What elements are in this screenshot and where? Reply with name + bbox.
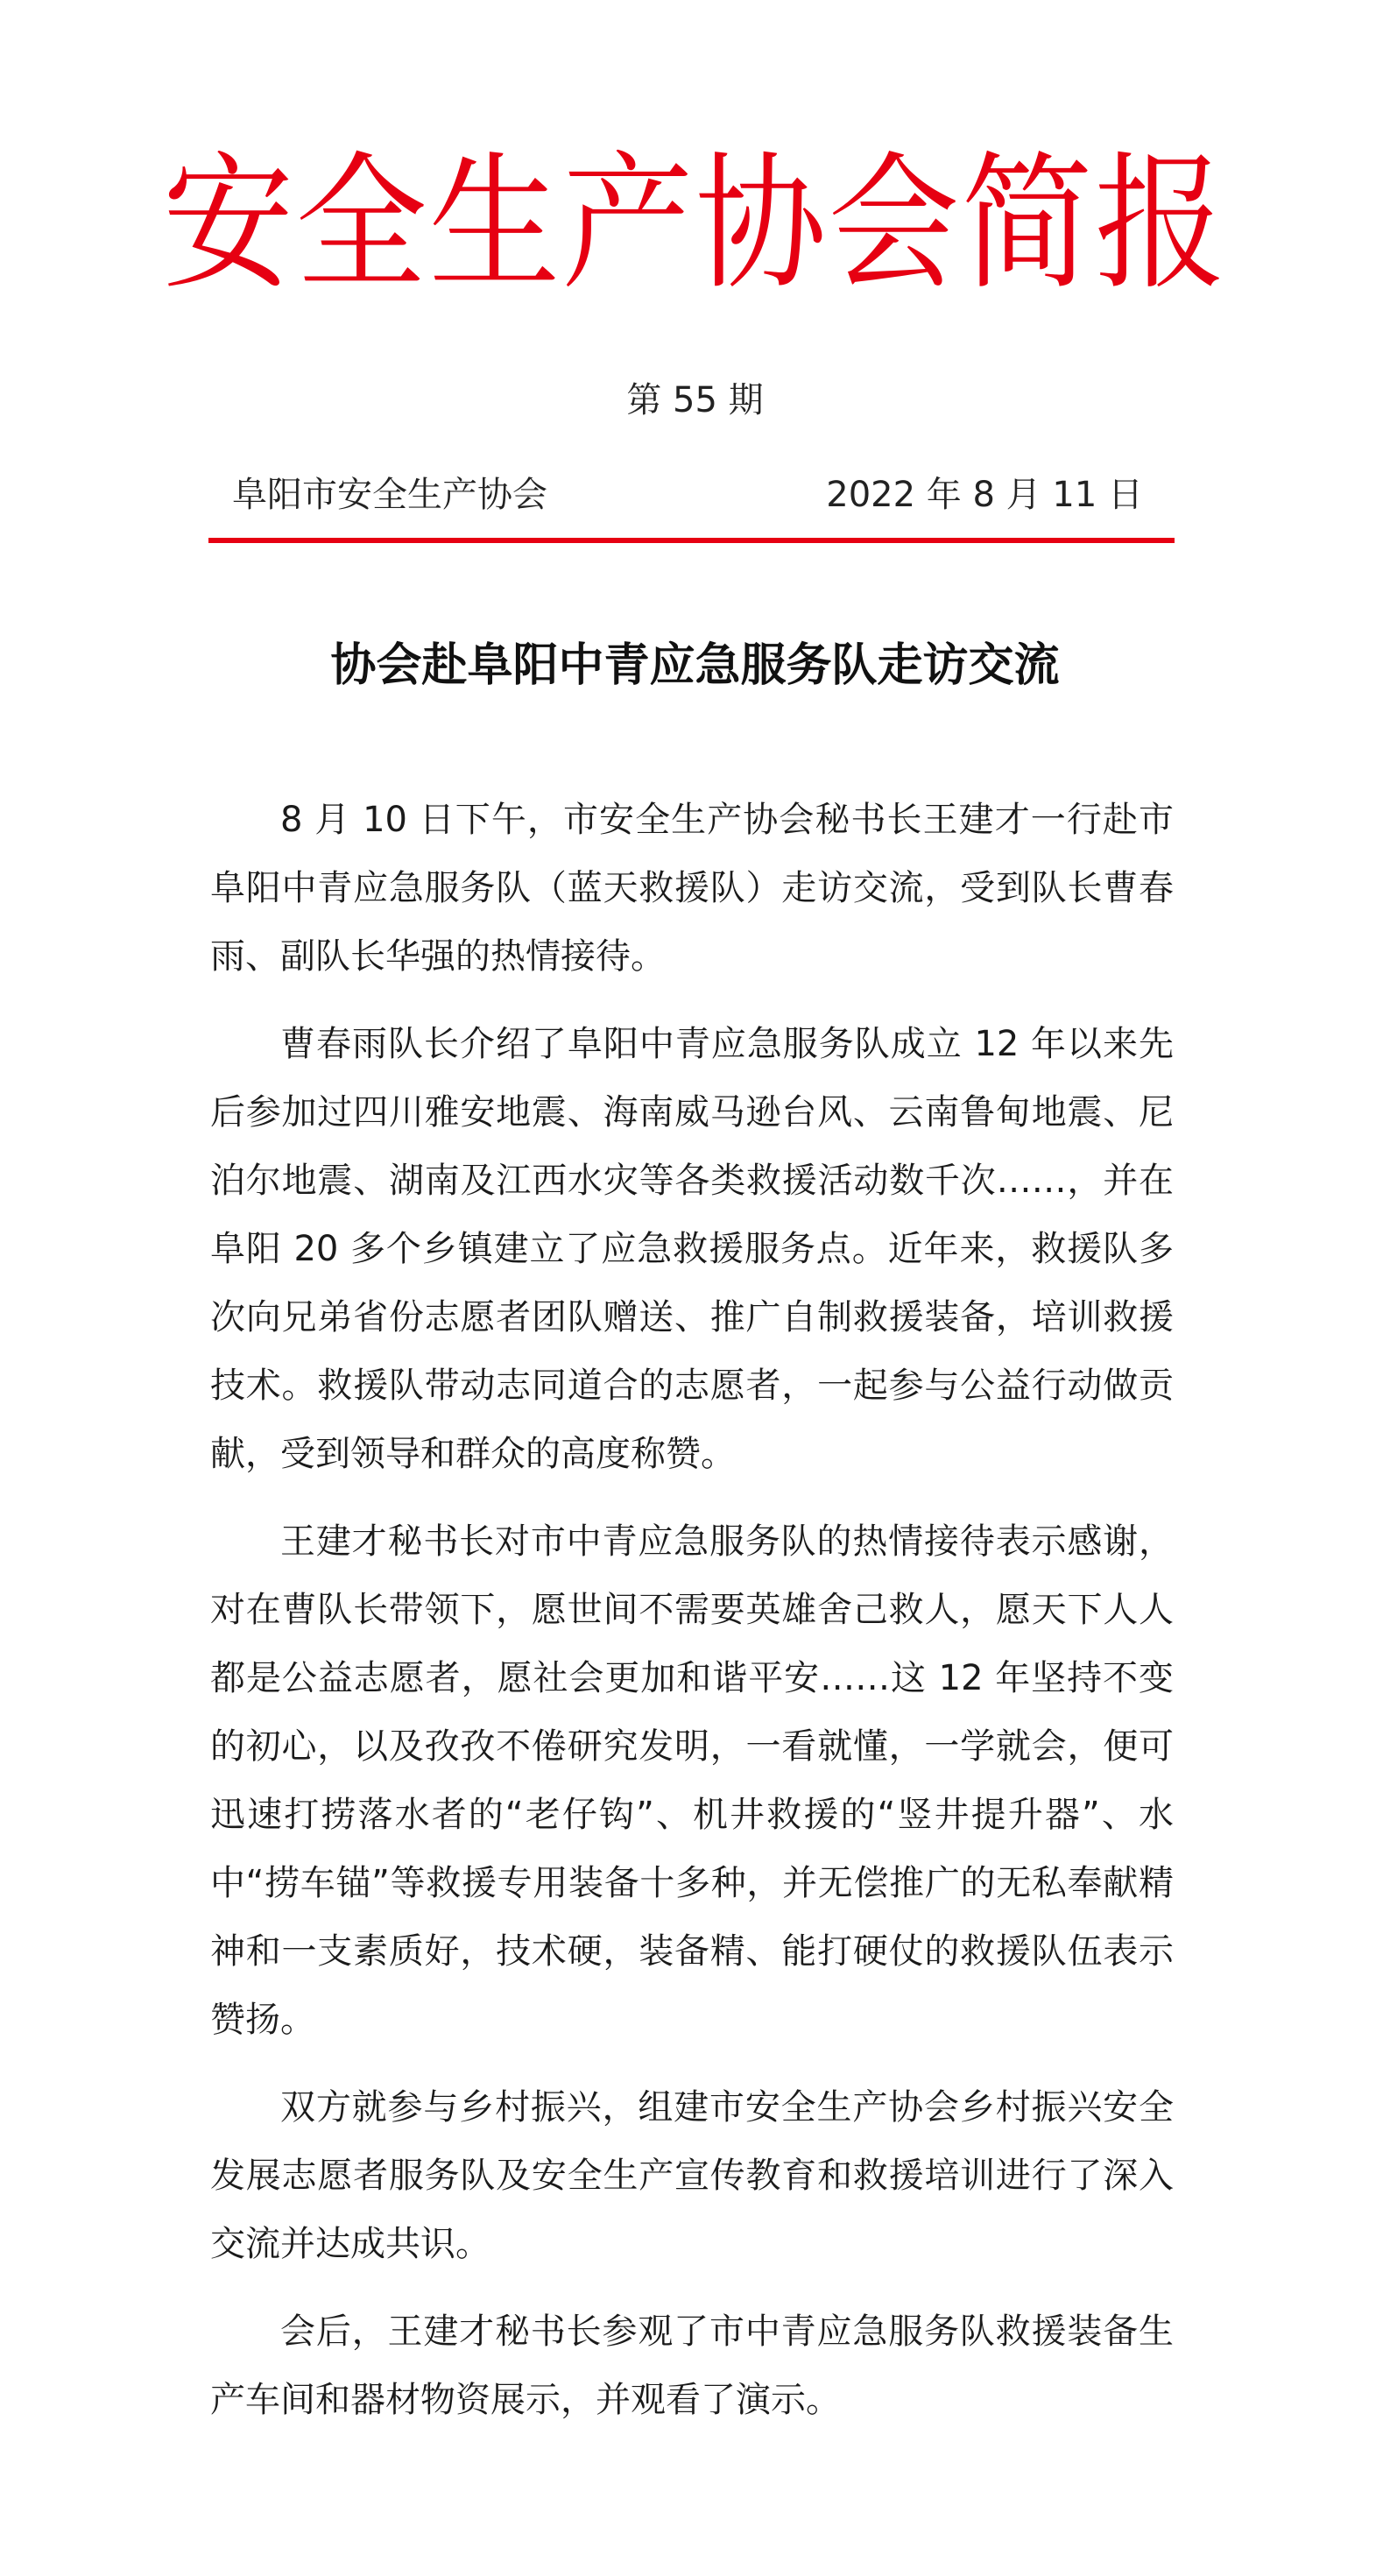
issue-number: 第 55 期 bbox=[626, 380, 764, 420]
paragraph-1: 8 月 10 日下午，市安全生产协会秘书长王建才一行赴市阜阳中青应急服务队（蓝天救援队）走访交流，受到队长曹春雨、副队长华强的热情接待。 bbox=[210, 800, 1174, 977]
issuer-name: 阜阳市安全生产协会 bbox=[232, 475, 547, 515]
paragraph-4: 双方就参与乡村振兴，组建市安全生产协会乡村振兴安全发展志愿者服务队及安全生产宣传教育和救援培训进行了深入交流并达成共识。 bbox=[210, 2087, 1174, 2264]
article-body bbox=[210, 786, 1174, 2453]
article-title: 协会赴阜阳中青应急服务队走访交流 bbox=[330, 639, 1060, 692]
paragraph-5: 会后，王建才秘书长参观了市中青应急服务队救援装备生产车间和器材物资展示，并观看了演示。 bbox=[210, 2311, 1174, 2420]
paragraph-3: 王建才秘书长对市中青应急服务队的热情接待表示感谢，对在曹队长带领下，愿世间不需要英雄舍己救人，愿天下人人都是公益志愿者，愿社会更加和谐平安……这 12 年坚持不变的初心，以及孜孜不倦研究发明，一看就懂，一学就会，便可迅速打捞落水者的“老仔钩”、机井救援的“竖井提升器”、水中“捞车锚”等救援专用装备十多种，并无偿推广的无私奉献精神和一支素质好，技术硬，装备精、能打硬仗的救援队伍表示赞扬。 bbox=[210, 1521, 1174, 2040]
paragraph-2: 曹春雨队长介绍了阜阳中青应急服务队成立 12 年以来先后参加过四川雅安地震、海南威马逊台风、云南鲁甸地震、尼泊尔地震、湖南及江西水灾等各类救援活动数千次……，并在阜阳 20 多个乡镇建立了应急救援服务点。近年来，救援队多次向兄弟省份志愿者团队赠送、推广自制救援装备，培训救援技术。救援队带动志同道合的志愿者，一起参与公益行动做贡献，受到领导和群众的高度称赞。 bbox=[210, 1024, 1174, 1474]
masthead-title: 安全生产协会简报 bbox=[162, 138, 1228, 310]
issue-date: 2022 年 8 月 11 日 bbox=[826, 475, 1143, 515]
red-divider bbox=[208, 538, 1175, 543]
